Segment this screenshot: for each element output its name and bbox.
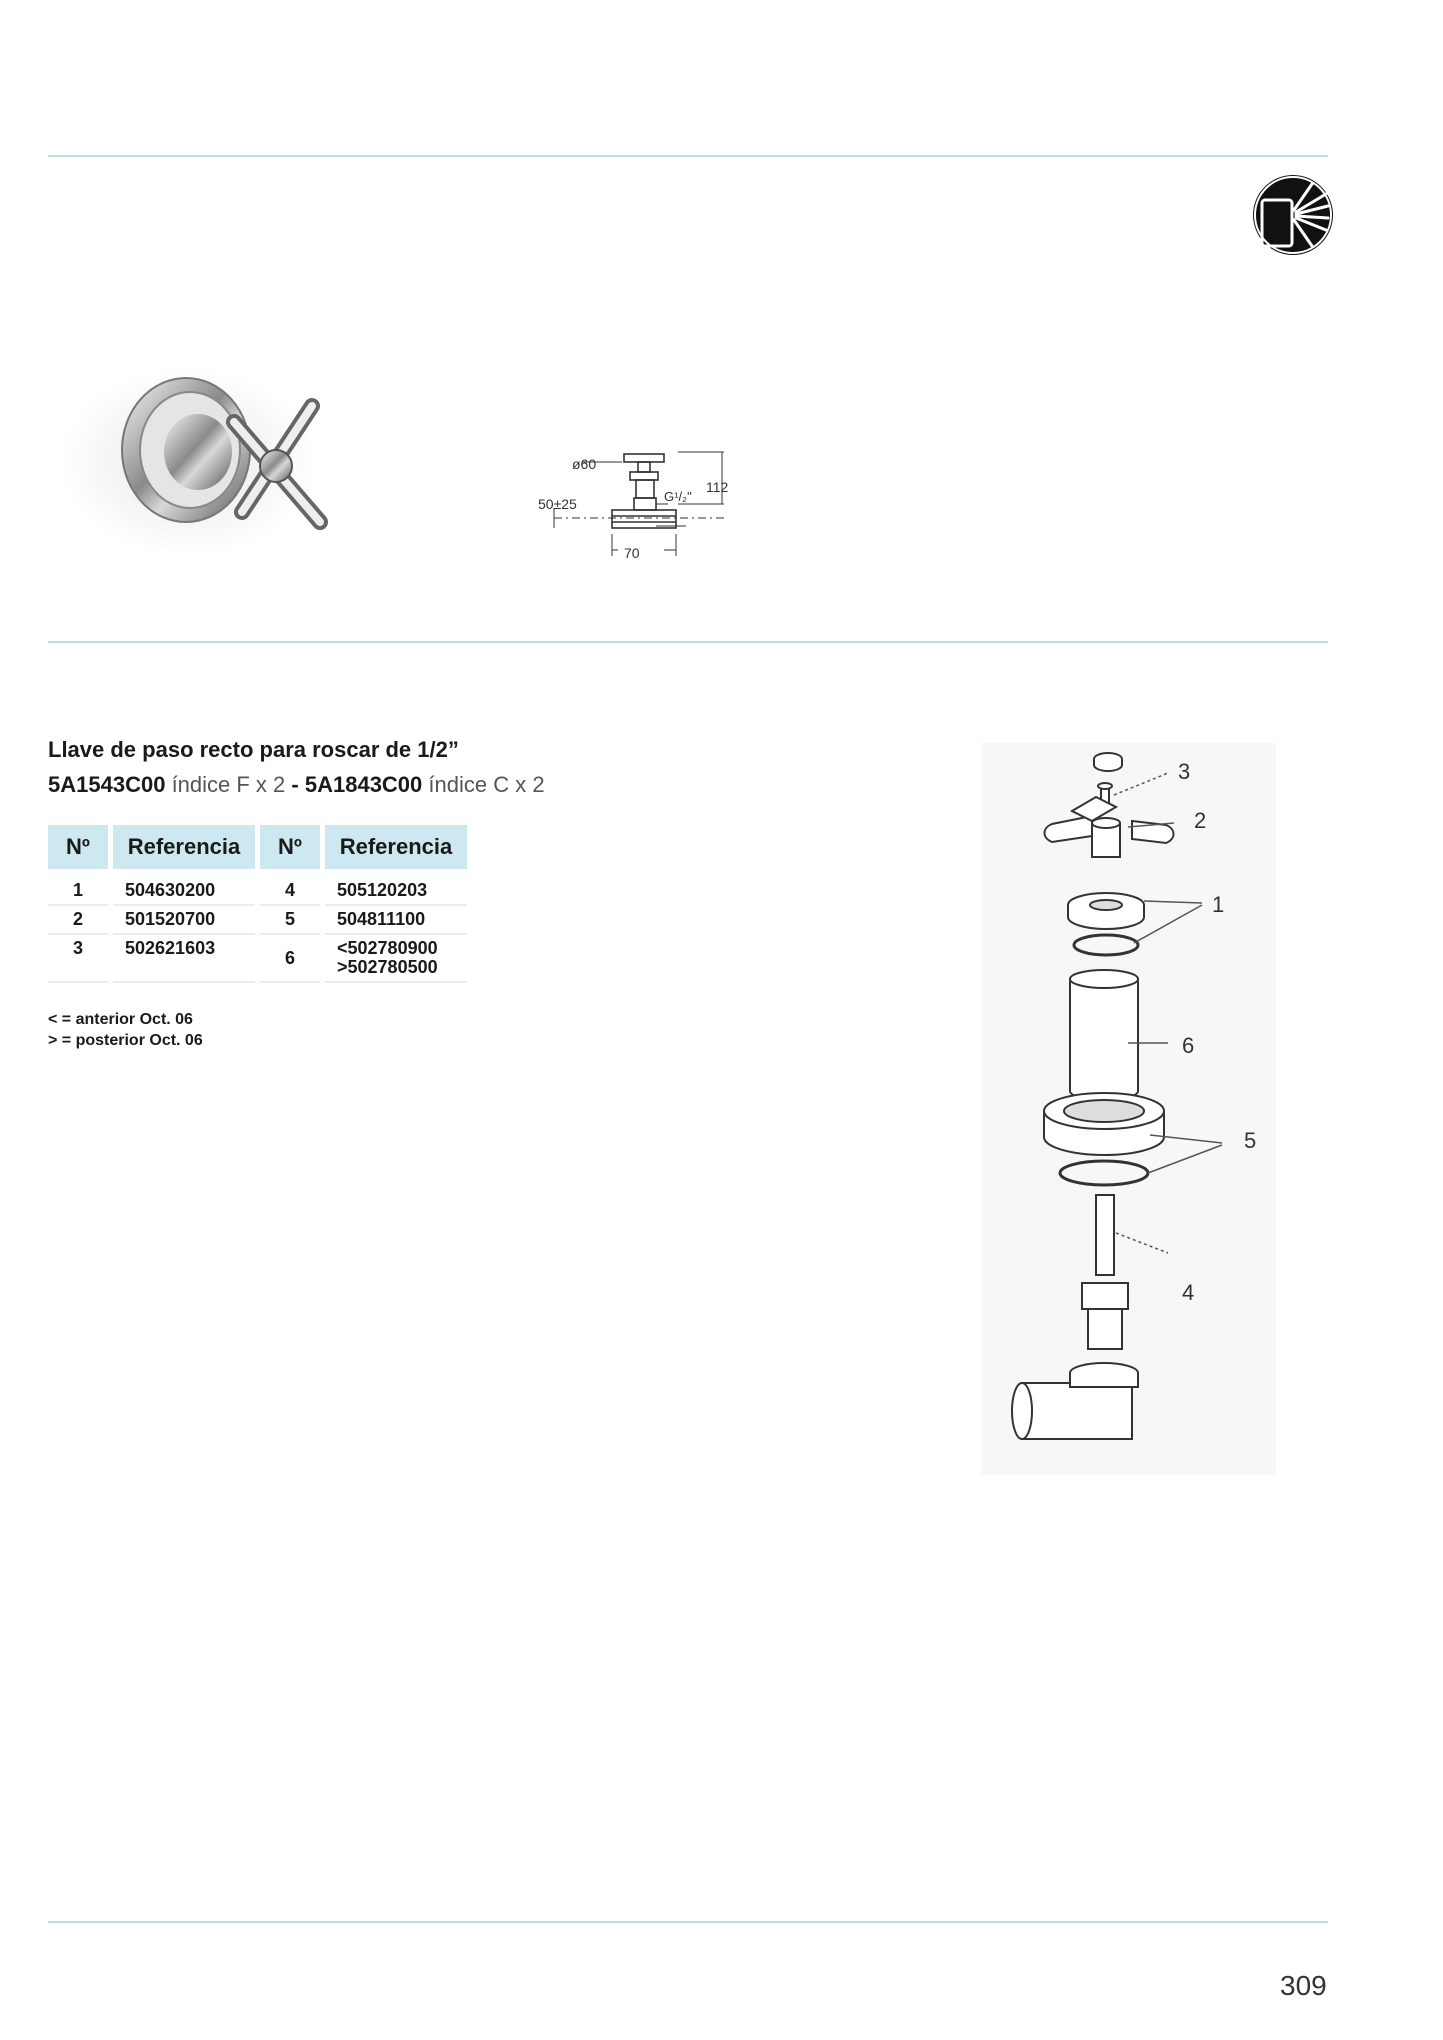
part-reference: 501520700 — [113, 906, 255, 935]
exploded-view-diagram — [982, 743, 1276, 1475]
product-code-2-suffix: índice C x 2 — [428, 772, 545, 797]
table-row — [48, 906, 467, 935]
callout-5: 5 — [1244, 1128, 1257, 1153]
header-no: Nº — [48, 825, 108, 869]
dim-thread: G¹/₂" — [664, 489, 692, 504]
note-posterior: > = posterior Oct. 06 — [48, 1032, 203, 1049]
code-separator: - — [291, 772, 299, 797]
part-number: 1 — [48, 869, 108, 906]
dim-depth: 50±25 — [538, 496, 577, 512]
table-row — [48, 935, 467, 983]
part-reference-before: <502780900 — [337, 938, 438, 958]
part-reference: 502621603 — [113, 935, 255, 983]
part-number: 2 — [48, 906, 108, 935]
header-reference: Referencia — [113, 825, 255, 869]
product-code-2: 5A1843C00 — [304, 772, 423, 797]
part-number: 5 — [260, 906, 320, 935]
callout-6: 6 — [1182, 1033, 1195, 1058]
dimension-drawing — [538, 446, 748, 568]
table-row — [48, 869, 467, 906]
product-title: Llave de paso recto para roscar de 1/2” — [48, 737, 459, 762]
part-reference: 504811100 — [325, 906, 467, 935]
note-anterior: < = anterior Oct. 06 — [48, 1011, 193, 1028]
bottom-rule — [48, 1921, 1328, 1923]
callout-3: 3 — [1178, 759, 1191, 784]
dim-width: 70 — [624, 545, 640, 561]
part-reference-after: >502780500 — [337, 957, 438, 977]
part-reference: 504630200 — [113, 869, 255, 906]
callout-2: 2 — [1194, 808, 1207, 833]
legend-notes — [48, 1009, 203, 1051]
top-rule — [48, 155, 1328, 157]
header-reference: Referencia — [325, 825, 467, 869]
page-number: 309 — [1280, 1970, 1327, 2001]
part-number: 6 — [260, 935, 320, 983]
product-photo — [58, 352, 340, 562]
dim-diameter: ø60 — [572, 456, 597, 472]
product-code-1-suffix: índice F x 2 — [171, 772, 286, 797]
part-number: 3 — [48, 935, 108, 983]
product-codes — [48, 772, 545, 798]
part-number: 4 — [260, 869, 320, 906]
header-no: Nº — [260, 825, 320, 869]
parts-table — [43, 825, 472, 983]
part-reference: 505120203 — [325, 869, 467, 906]
callout-4: 4 — [1182, 1280, 1195, 1305]
mid-rule — [48, 641, 1328, 643]
callout-1: 1 — [1212, 892, 1225, 917]
installation-category-icon — [1252, 174, 1334, 256]
product-code-1: 5A1543C00 — [48, 772, 166, 797]
dim-height: 112 — [706, 479, 729, 495]
part-reference-pair — [325, 935, 467, 983]
parts-table-header — [48, 825, 467, 869]
